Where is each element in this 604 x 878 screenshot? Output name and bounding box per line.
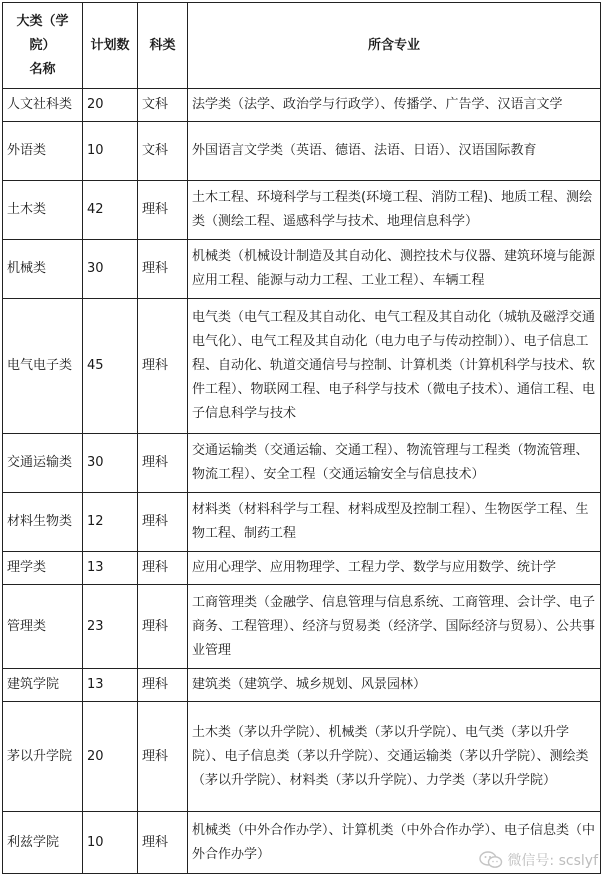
table-row (3, 299, 601, 434)
row-category: 交通运输类 (3, 434, 83, 493)
table-row (3, 181, 601, 240)
row-category: 人文社科类 (3, 89, 83, 122)
row-majors: 土木工程、环境科学与工程类(环境工程、消防工程)、地质工程、测绘类（测绘工程、遥感科学与技术、地理信息科学） (188, 181, 601, 240)
row-quota: 12 (83, 493, 138, 552)
row-quota: 45 (83, 299, 138, 434)
row-subject: 理科 (138, 299, 188, 434)
watermark (479, 850, 598, 870)
row-majors: 应用心理学、应用物理学、工程力学、数学与应用数学、统计学 (188, 552, 601, 585)
row-majors: 机械类（中外合作办学）、计算机类（中外合作办学）、电子信息类（中外合作办学） (188, 812, 601, 874)
table-row (3, 434, 601, 493)
row-category: 材料生物类 (3, 493, 83, 552)
row-majors: 材料类（材料科学与工程、材料成型及控制工程）、生物医学工程、生物工程、制药工程 (188, 493, 601, 552)
enrollment-plan-table (2, 2, 601, 874)
table-row (3, 240, 601, 299)
row-subject: 理科 (138, 552, 188, 585)
table-row (3, 585, 601, 669)
row-subject: 理科 (138, 585, 188, 669)
table-row (3, 669, 601, 702)
row-subject: 理科 (138, 434, 188, 493)
header-category-line3: 名称 (29, 61, 56, 77)
table-row (3, 122, 601, 181)
row-subject: 文科 (138, 122, 188, 181)
row-subject: 理科 (138, 702, 188, 812)
row-category: 电气电子类 (3, 299, 83, 434)
row-majors: 机械类（机械设计制造及其自动化、测控技术与仪器、建筑环境与能源应用工程、能源与动力工程、工业工程）、车辆工程 (188, 240, 601, 299)
table-row (3, 702, 601, 812)
row-category: 机械类 (3, 240, 83, 299)
table-row (3, 493, 601, 552)
row-category: 管理类 (3, 585, 83, 669)
row-subject: 理科 (138, 240, 188, 299)
row-quota: 13 (83, 552, 138, 585)
table-row (3, 552, 601, 585)
table-header-row (3, 3, 601, 89)
row-quota: 30 (83, 240, 138, 299)
row-category: 理学类 (3, 552, 83, 585)
header-category-line1: 大类（学 (16, 13, 69, 29)
row-category: 土木类 (3, 181, 83, 240)
row-majors: 法学类（法学、政治学与行政学）、传播学、广告学、汉语言文学 (188, 89, 601, 122)
row-majors: 电气类（电气工程及其自动化、电气工程及其自动化（城轨及磁浮交通电气化）、电气工程及其自动化（电力电子与传动控制））、电子信息工程、自动化、轨道交通信号与控制、计算机类（计算机科学与技术、软件工程）、物联网工程、电子科学与技术（微电子技术）、通信工程、电子信息科学与技术 (188, 299, 601, 434)
row-category: 建筑学院 (3, 669, 83, 702)
row-majors: 外国语言文学类（英语、德语、法语、日语）、汉语国际教育 (188, 122, 601, 181)
row-subject: 理科 (138, 669, 188, 702)
wechat-icon (479, 851, 503, 869)
row-quota: 10 (83, 122, 138, 181)
row-quota: 10 (83, 812, 138, 874)
row-subject: 理科 (138, 181, 188, 240)
row-category: 利兹学院 (3, 812, 83, 874)
watermark-text: 微信号: scslyf (507, 853, 598, 869)
row-majors: 交通运输类（交通运输、交通工程）、物流管理与工程类（物流管理、物流工程）、安全工程（交通运输安全与信息技术） (188, 434, 601, 493)
table-row (3, 89, 601, 122)
row-majors: 工商管理类（金融学、信息管理与信息系统、工商管理、会计学、电子商务、工程管理）、经济与贸易类（经济学、国际经济与贸易）、公共事业管理 (188, 585, 601, 669)
row-category: 外语类 (3, 122, 83, 181)
row-quota: 42 (83, 181, 138, 240)
row-majors: 土木类（茅以升学院）、机械类（茅以升学院）、电气类（茅以升学院）、电子信息类（茅以升学院）、交通运输类（茅以升学院）、测绘类（茅以升学院）、材料类（茅以升学院）、力学类（茅以升学院） (188, 702, 601, 812)
row-majors: 建筑类（建筑学、城乡规划、风景园林） (188, 669, 601, 702)
row-subject: 文科 (138, 89, 188, 122)
header-category (3, 3, 83, 89)
row-quota: 13 (83, 669, 138, 702)
row-quota: 30 (83, 434, 138, 493)
header-category-line2: 院） (29, 37, 56, 53)
row-subject: 理科 (138, 493, 188, 552)
header-quota: 计划数 (83, 3, 138, 89)
header-majors: 所含专业 (188, 3, 601, 89)
row-quota: 23 (83, 585, 138, 669)
row-subject: 理科 (138, 812, 188, 874)
row-quota: 20 (83, 89, 138, 122)
header-subject: 科类 (138, 3, 188, 89)
row-quota: 20 (83, 702, 138, 812)
row-category: 茅以升学院 (3, 702, 83, 812)
